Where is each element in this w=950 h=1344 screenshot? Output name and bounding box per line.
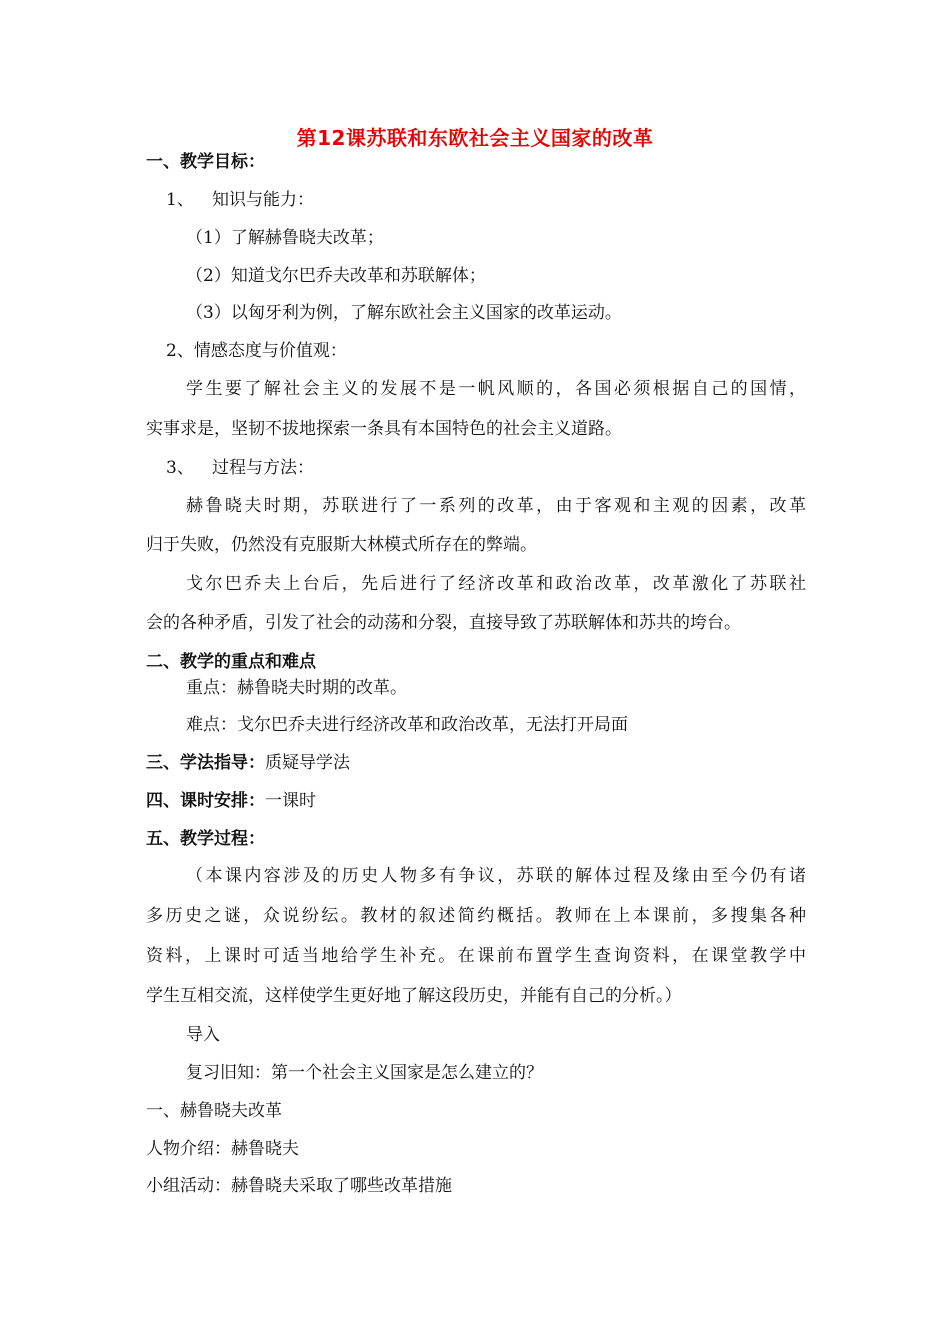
emotion-paragraph-line-1: 学生要了解社会主义的发展不是一帆风顺的，各国必须根据自己的国情， bbox=[186, 379, 806, 399]
intro-label: 导入 bbox=[186, 1025, 220, 1045]
objective-1-label: 知识与能力： bbox=[212, 190, 314, 210]
emotion-paragraph-line-2: 实事求是，坚韧不拔地探索一条具有本国特色的社会主义道路。 bbox=[146, 419, 622, 439]
process-note-line-4: 学生互相交流，这样使学生更好地了解这段历史，并能有自己的分析。） bbox=[146, 986, 682, 1006]
person-introduction: 人物介绍：赫鲁晓夫 bbox=[146, 1139, 299, 1159]
process-note-line-2: 多历史之谜，众说纷纭。教材的叙述简约概括。教师在上本课前，多搜集各种 bbox=[146, 906, 806, 926]
objective-item-1: （1）了解赫鲁晓夫改革； bbox=[186, 228, 384, 248]
key-point: 重点：赫鲁晓夫时期的改革。 bbox=[186, 678, 407, 698]
section-heading-study-method: 三、学法指导： bbox=[146, 753, 265, 773]
objective-3-number: 3、 bbox=[166, 458, 194, 478]
objective-1-number: 1、 bbox=[166, 190, 194, 210]
section-heading-key-points: 二、教学的重点和难点 bbox=[146, 652, 316, 672]
objective-item-3: （3）以匈牙利为例，了解东欧社会主义国家的改革运动。 bbox=[186, 303, 622, 323]
class-hours-value: 一课时 bbox=[265, 791, 316, 811]
study-method-row bbox=[146, 751, 350, 775]
class-hours-row bbox=[146, 789, 316, 813]
process-paragraph-b-line-2: 会的各种矛盾，引发了社会的动荡和分裂，直接导致了苏联解体和苏共的垮台。 bbox=[146, 613, 741, 633]
objective-3-label: 过程与方法： bbox=[212, 458, 314, 478]
section-heading-teaching-process: 五、教学过程： bbox=[146, 829, 265, 849]
section-heading-class-hours: 四、课时安排： bbox=[146, 791, 265, 811]
process-paragraph-a-line-2: 归于失败，仍然没有克服斯大林模式所存在的弊端。 bbox=[146, 535, 537, 555]
difficult-point: 难点：戈尔巴乔夫进行经济改革和政治改革，无法打开局面 bbox=[186, 715, 628, 735]
group-activity: 小组活动：赫鲁晓夫采取了哪些改革措施 bbox=[146, 1176, 452, 1196]
part-1-heading: 一、赫鲁晓夫改革 bbox=[146, 1101, 282, 1121]
process-paragraph-b-line-1: 戈尔巴乔夫上台后，先后进行了经济改革和政治改革，改革激化了苏联社 bbox=[186, 574, 806, 594]
process-note-line-1: （本课内容涉及的历史人物多有争议，苏联的解体过程及缘由至今仍有诸 bbox=[186, 866, 806, 886]
review-question: 复习旧知：第一个社会主义国家是怎么建立的？ bbox=[186, 1063, 543, 1083]
section-heading-objectives: 一、教学目标： bbox=[146, 152, 265, 172]
process-paragraph-a-line-1: 赫鲁晓夫时期，苏联进行了一系列的改革，由于客观和主观的因素，改革 bbox=[186, 496, 806, 516]
lesson-title: 第12课苏联和东欧社会主义国家的改革 bbox=[296, 126, 654, 150]
study-method-value: 质疑导学法 bbox=[265, 753, 350, 773]
objective-2-label: 2、情感态度与价值观： bbox=[166, 341, 347, 361]
process-note-line-3: 资料，上课时可适当地给学生补充。在课前布置学生查询资料，在课堂教学中 bbox=[146, 946, 806, 966]
objective-item-2: （2）知道戈尔巴乔夫改革和苏联解体； bbox=[186, 266, 486, 286]
